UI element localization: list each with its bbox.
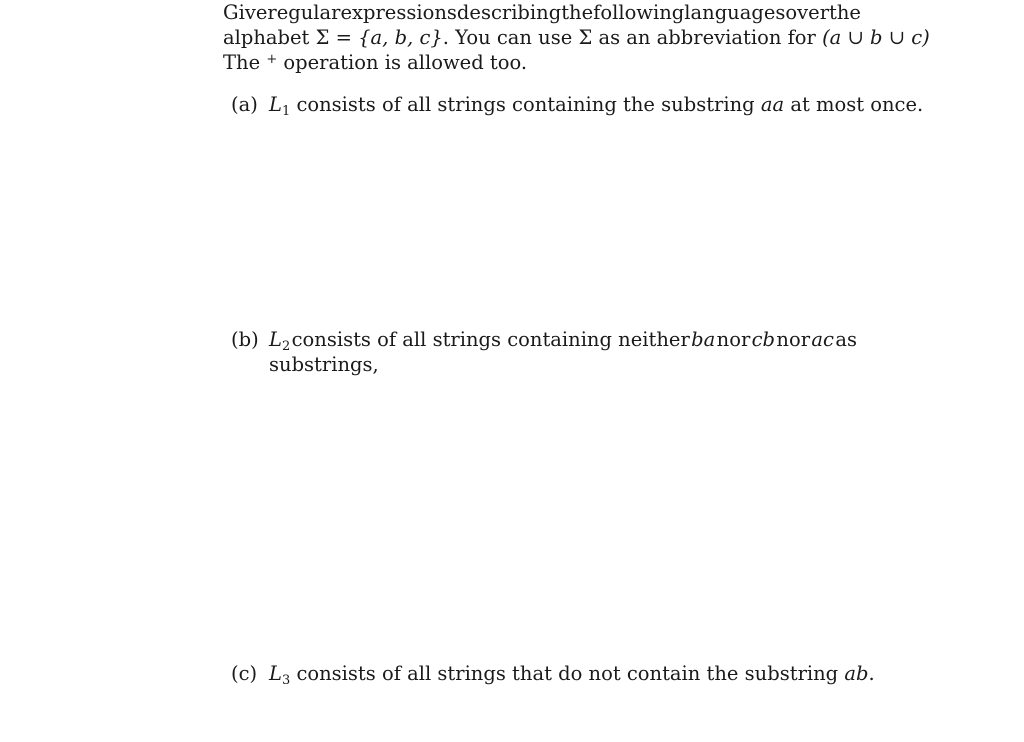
alphabet-set: {a, b, c} <box>358 26 443 49</box>
part-a: (a) $L_1$ consists of all strings containing the substring aa at most once. <box>231 93 924 119</box>
substring: ba <box>691 328 716 351</box>
substring: ab <box>844 662 869 685</box>
intro-line-3: The + operation is allowed too. <box>223 51 528 74</box>
sigma-symbol: Σ <box>315 26 330 49</box>
word: the <box>829 1 861 24</box>
word: describing <box>456 1 562 24</box>
substring: aa <box>760 93 785 116</box>
union-expression: (a ∪ b ∪ c) <box>822 26 930 49</box>
word: Give <box>223 1 268 24</box>
word: the <box>561 1 594 24</box>
word: following <box>593 1 685 24</box>
part-c-label: (c) <box>231 662 258 685</box>
substring: cb <box>751 328 776 351</box>
language-symbol: L <box>269 328 282 351</box>
part-c: (c) $L_3$ consists of all strings that do not contain the substring ab. <box>231 662 875 688</box>
language-symbol: L <box>269 93 282 116</box>
intro-line-1 <box>223 0 861 25</box>
word: languages <box>684 1 786 24</box>
plus-superscript: + <box>266 52 278 67</box>
problem-intro <box>223 0 930 75</box>
part-a-label: (a) <box>231 93 258 116</box>
sigma-symbol: Σ <box>578 26 593 49</box>
word: regular <box>267 1 341 24</box>
word: expressions <box>340 1 457 24</box>
language-symbol: L <box>269 662 282 685</box>
part-b-label: (b) <box>231 328 259 351</box>
part-b: (b) $L_2$ consists of all strings containing neither ba nor cb nor ac as substrings, <box>231 328 857 376</box>
word: over <box>785 1 830 24</box>
substring: ac <box>811 328 834 351</box>
intro-line-2: alphabet Σ = {a, b, c}. You can use Σ as an abbreviation for (a ∪ b ∪ c) <box>223 26 930 49</box>
